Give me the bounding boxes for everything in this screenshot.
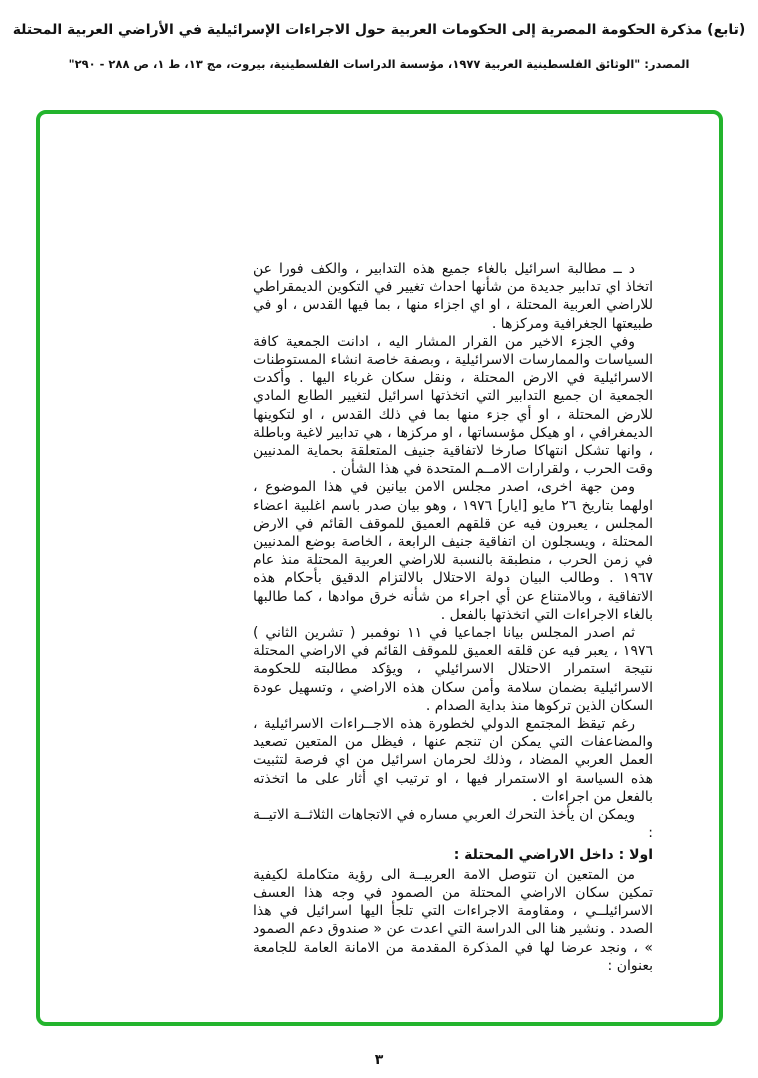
section-heading-inside-occupied-lands: اولا : داخل الاراضي المحتلة : — [453, 846, 653, 863]
paragraph-security-council-statements: ومن جهة اخرى، اصدر مجلس الامن بيانين في هذا الموضوع ، اولهما بتاريخ ٢٦ مايو [ايار] ١٩٧٦ ، وهو بيان صدر باسم اغلبية اعضاء المجلس ، يعبرون فيه عن قلقهم العميق للموقف القائم في الارض المحتلة ، ويسجلون ان اتفاقية جنيف الرابعة ، الخاصة بوضع المدنيين في زمن الحرب ، منطبقة بالنسبة للاراضي العربية المحتلة منذ عام ١٩٦٧ . وطالب البيان دولة الاحتلال بالالتزام الدقيق بأحكام هذه الاتفاقية ، وبالامتناع عن أي اجراء من شأنه خرق موادها ، كما طالبها بالغاء الاجراءات التي اتخذتها بالفعل . — [253, 479, 653, 623]
paragraph-steadfastness-fund: من المتعين ان تتوصل الامة العربيــة الى رؤية متكاملة لكيفية تمكين سكان الاراضي المحتلة من الصمود في وجه هذا العسف الاسرائيلــي ، ومقاومة الاجراءات التي تلجأ اليها اسرائيل في هذا الصدد . ونشير هنا الى الدراسة التي اعدت عن « صندوق دعم الصمود » ، ونجد عرضا لها في المذكرة المقدمة من الامانة العامة للجامعة بعنوان : — [253, 866, 653, 974]
paragraph-international-awareness: رغم تيقظ المجتمع الدولي لخطورة هذه الاجــراءات الاسرائيلية ، والمضاعفات التي يمكن ان تنجم عنها ، فيظل من المتعين تصعيد العمل العربي المضاد ، وذلك لحرمان اسرائيل من اي فرصة لتثبيت هذه السياسة او الاستمرار فيها ، او ترتيب اي أثار على ما اتخذته بالفعل من اجراءات . — [253, 716, 653, 805]
paragraph-november-statement: ثم اصدر المجلس بيانا اجماعيا في ١١ نوفمبر ( تشرين الثاني ) ١٩٧٦ ، يعبر فيه عن قلقه العميق للموقف القائم في الاراضي المحتلة نتيجة استمرار الاحتلال الاسرائيلي ، ويؤكد مطالبته للحكومة الاسرائيلية بضمان سلامة وأمن سكان هذه الاراضي ، وتسهيل عودة السكان الذين تركوها منذ بداية الصدام . — [253, 625, 653, 714]
paragraph-three-directions-intro: ويمكن ان يأخذ التحرك العربي مساره في الاتجاهات الثلاثــة الاتيــة : — [253, 807, 653, 842]
green-border-frame — [36, 110, 723, 1026]
body-text-column — [253, 260, 653, 975]
document-source-line: المصدر: "الوثائق الفلسطينية العربية ١٩٧٧، مؤسسة الدراسات الفلسطينية، بيروت، مج ١٣، ط ١، ص ٢٨٨ - ٢٩٠" — [68, 57, 690, 71]
paragraph-list-item-d: د ــ مطالبة اسرائيل بالغاء جميع هذه التدابير ، والكف فورا عن اتخاذ اي تدابير جديدة من شأنها احداث تغيير في التكوين الديمقراطي للاراضي العربية المحتلة ، او اي اجزاء منها ، بما فيها القدس ، او في طبيعتها الجغرافية ومركزها . — [253, 261, 653, 332]
page-number: ٣ — [374, 1052, 384, 1068]
document-title: (تابع) مذكرة الحكومة المصرية إلى الحكومات العربية حول الاجراءات الإسرائيلية في الأراضي العربية المحتلة — [12, 22, 746, 38]
paragraph-assembly-condemnation: وفي الجزء الاخير من القرار المشار اليه ، ادانت الجمعية كافة السياسات والممارسات الاسرائيلية ، وبصفة خاصة انشاء المستوطنات الاسرائيلية في الارض المحتلة ، ونقل سكان غرباء اليها . وأكدت الجمعية ان جميع التدابير التي اتخذتها اسرائيل لتغيير الطابع المادي للارض المحتلة ، او أي جزء منها بما في ذلك القدس ، او لتكوينها الديمغرافي ، او هيكل مؤسساتها ، او مركزها ، هي تدابير لاغية وباطلة ، وانها تشكل انتهاكا صارخا لاتفاقية جنيف المتعلقة بحماية المدنيين وقت الحرب ، ولقرارات الامــم المتحدة في هذا الشأن . — [253, 333, 653, 478]
